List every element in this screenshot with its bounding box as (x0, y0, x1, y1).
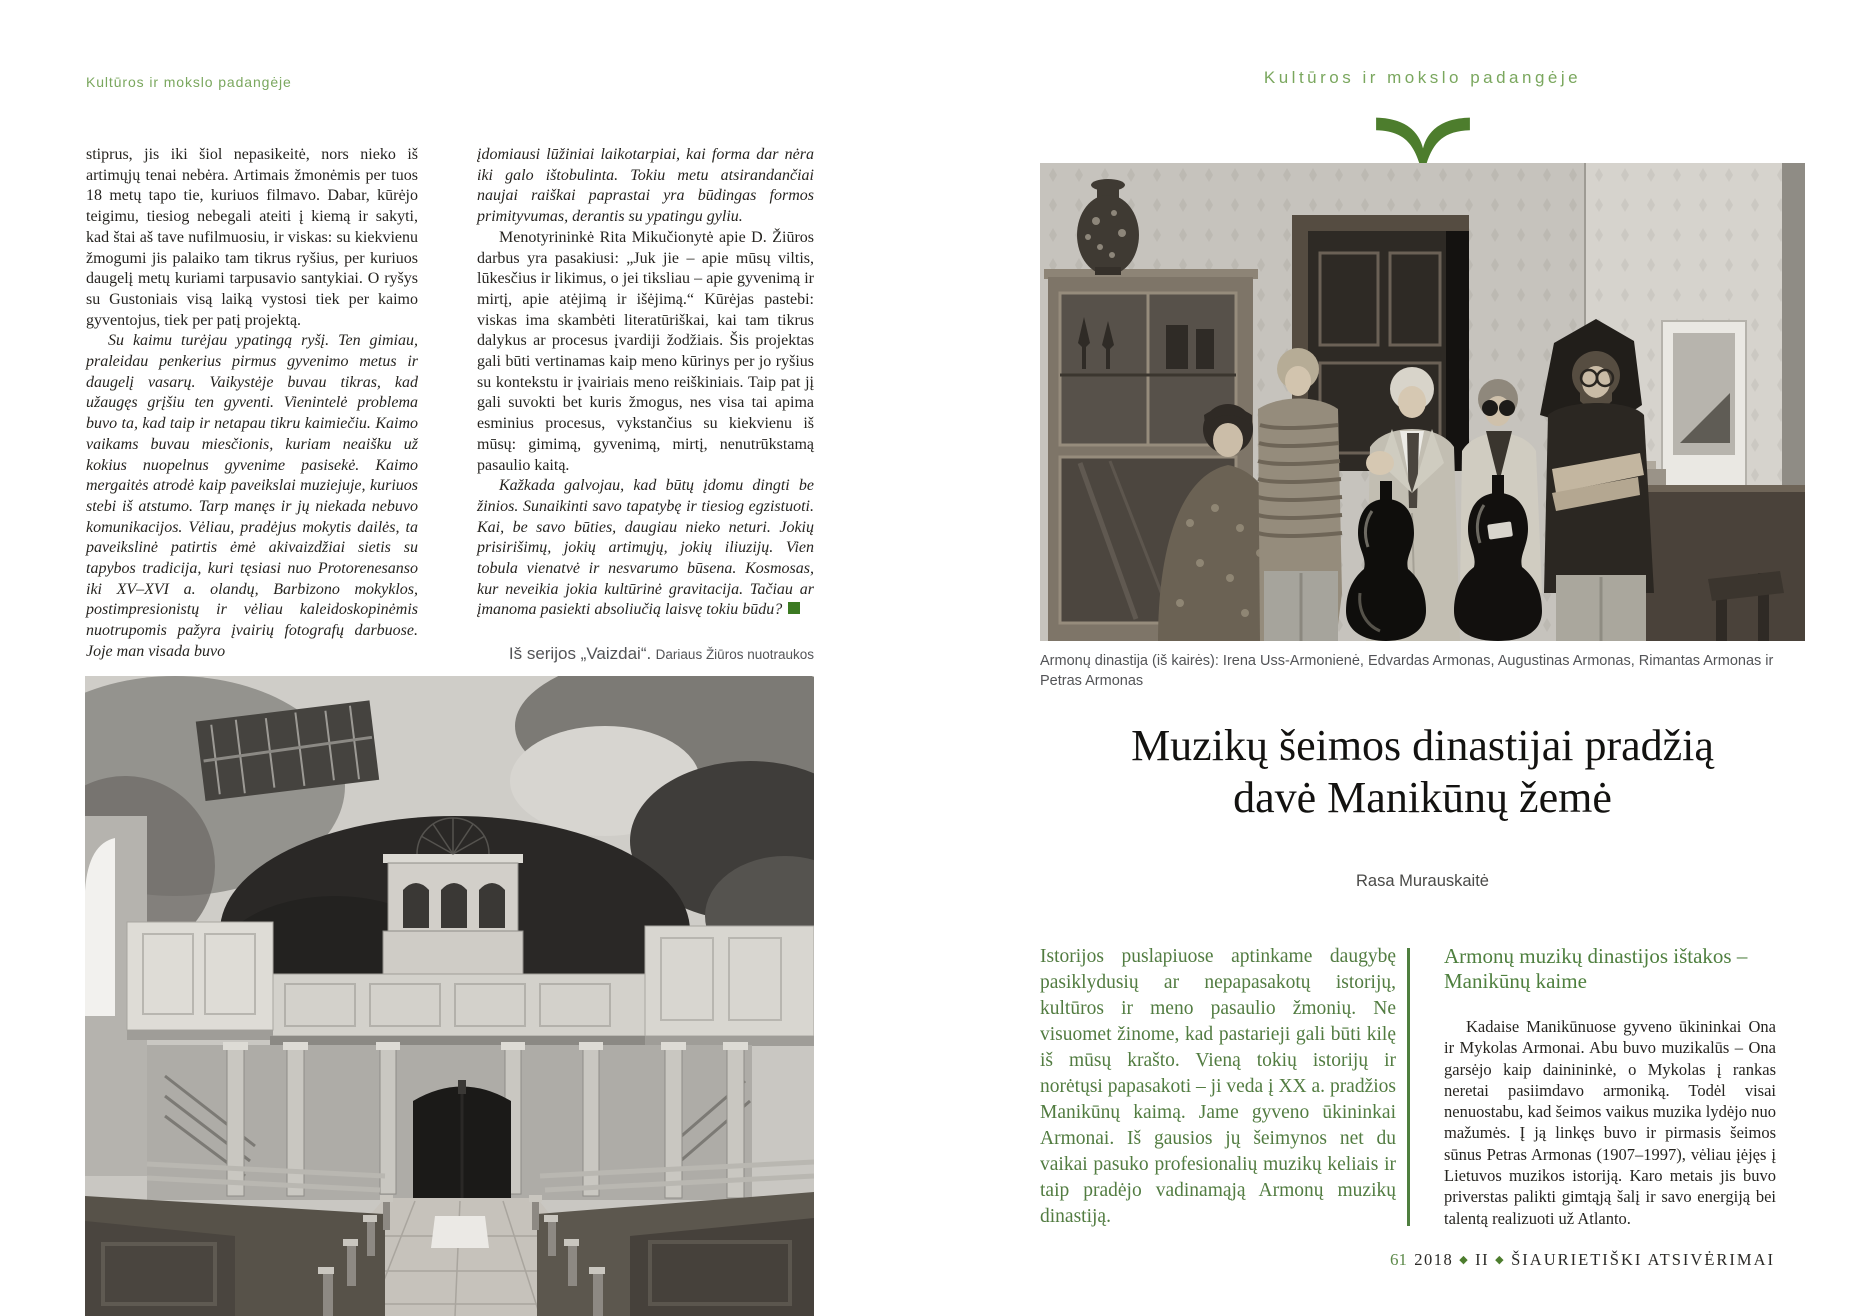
paragraph-italic (477, 476, 814, 621)
church-interior-photo (85, 676, 814, 1316)
paragraph-italic: įdomiausi lūžiniai laikotarpiai, kai forma dar nėra iki galo ištobulinta. Tokiu metu atsirandančiai naujai raiškai paprastai yra būdingas formos primityvumas, derantis su ypatingu gyliu. (477, 146, 814, 226)
article-column-1 (86, 145, 418, 663)
footer-issue: II (1475, 1250, 1490, 1269)
running-head-right: Kultūros ir mokslo padangėje (1263, 68, 1582, 87)
swoosh-ornament-icon (1367, 112, 1479, 168)
footer-journal-title: ŠIAURIETIŠKI ATSIVĖRIMAI (1511, 1250, 1775, 1269)
article-title-line2: davė Manikūnų žemė (1233, 773, 1612, 822)
end-of-article-marker (788, 602, 800, 614)
footer-year: 2018 (1414, 1250, 1454, 1269)
article-author: Rasa Murauskaitė (1356, 872, 1489, 890)
caption-series: Iš serijos „Vaizdai“. (508, 644, 652, 663)
paragraph: Kadaise Manikūnuose gyveno ūkininkai Ona ir Mykolas Armonai. Abu buvo muzikalūs – Ona garsėjo kaip dainininkė, o Mykolas į rankas neretai pasiimdavo armoniką. Todėl visai nenuostabu, kad šeimos vaikus muzika lydėjo nuo mažumės. Į ją linkęs buvo ir pirmasis šeimos sūnus Petras Armonas (1907–1997), vėliau įėjęs į Lietuvos muzikos istoriją. Karo metais jis buvo priverstas palikti gimtąją šalį ir savo energiją bei talentą realizuoti už Atlanto. (1444, 1017, 1776, 1228)
diamond-icon: ◆ (1459, 1254, 1470, 1266)
section-heading: Armonų muzikų dinastijos ištakos – Manikūnų kaime (1444, 944, 1748, 993)
article-title (1040, 720, 1805, 824)
paragraph-text: Kažkada galvojau, kad būtų įdomu dingti be žinios. Sunaikinti savo tapatybę ir tiesiog egzistuoti. Kai, be savo būties, daugiau nieko neturi. Jokių prisirišimų, jokių artimųjų, jokių iliuzijų. Vien tobula vienatvė ir nesvarumo būsena. Kosmosas, kur neveikia jokia kultūrinė gravitacija. Tačiau ar įmanoma pasiekti absoliučią laisvę tokiu būdu? (477, 477, 814, 619)
running-head-left: Kultūros ir mokslo padangėje (86, 74, 292, 90)
page-number: 61 (1390, 1250, 1407, 1269)
paragraph: stiprus, jis iki šiol nepasikeitė, nors nieko iš artimųjų tenai nebėra. Artimais žmonėmis per tuos 18 metų tapo tie, kuriuos filmavo. Dabar, kūrėjo teigimu, tiesiog nebegali ateiti į kiemą ir sakyti, kad štai aš tave nufilmuosiu, ir viskas: su kiekvienu žmogumi jis palaiko tam tikrus ryšius, per kuriuos daugelį metų kuriami tarpusavio santykiai. O ryšys su Gustoniais visą laiką vystosi tiek per kaimo gyventojus, tiek per patį projektą. (86, 146, 418, 329)
diamond-icon: ◆ (1495, 1254, 1506, 1266)
article-title-line1: Muzikų šeimos dinastijai pradžią (1131, 721, 1714, 770)
paragraph-italic: Su kaimu turėjau ypatingą ryšį. Ten gimiau, praleidau penkerius pirmus gyvenimo metus ir daugelį vasarų. Vaikystėje buvau tikras, kad užaugęs grįšiu ten gyventi. Vienintelė problema buvo ta, kad taip ir netapau tikru kaimiečiu. Kaimo vaikams buvau miesčionis, kuriam neaišku už kokius nuopelnus gyvenime pasisekė. Kaimo mergaitės atrodė kaip paveikslai muziejuje, kuriuos stebi iš atstumo. Tarp manęs ir jų niekada nebuvo komunikacijos. Vėliau, pradėjus mokytis dailės, ta paveikslinė patirtis ėmė akivaizdžiai sietis su tapybos tradicija, kuri tęsiasi nuo Protorenesanso iki XV–XVI a. olandų, Barbizono mokyklos, postimpresionistų ir vėliau kaleidoskopinėmis nuotrupomis pažyra įvairių fotografų darbuose. Joje man visada buvo (86, 332, 418, 660)
article-column-2 (477, 145, 814, 621)
left-photo-caption (86, 644, 814, 664)
lead-paragraph: Istorijos puslapiuose aptinkame daugybę pasiklydusių ar nepapasakotų istorijų, kultūros ir meno pasaulio žmonių. Ne visuomet žinome, kad pastarieji gali būti kilę iš mūsų krašto. Vieną tokių istorijų ir norėtųsi papasakoti – ji veda į XX a. pradžios Manikūnų kaimą. Jame gyveno ūkininkai Armonai. Iš gausios jų šeimynos net du vaikai pasuko profesionalių muzikų keliais ir taip pradėjo vadinamąją Armonų muzikų dinastiją. (1040, 946, 1396, 1227)
right-photo-caption: Armonų dinastija (iš kairės): Irena Uss-Armonienė, Edvardas Armonas, Augustinas Armonas, Rimantas Armonas ir Petras Armonas (1040, 653, 1774, 689)
journal-footer (1414, 1250, 1775, 1270)
column-divider-rule (1407, 948, 1410, 1226)
family-photo (1040, 163, 1805, 641)
church-photo-art (85, 676, 814, 1316)
caption-credit: Dariaus Žiūros nuotraukos (655, 647, 814, 662)
family-photo-art (1040, 163, 1805, 641)
article-right-column (1444, 944, 1776, 1229)
paragraph: Menotyrininkė Rita Mikučionytė apie D. Žiūros darbus yra pasakiusi: „Juk jie – apie mūsų viltis, lūkesčius ir likimus, o jei tiksliau – apie gyvenimą ir mirtį, apie atėjimą ir išėjimą.“ Kūrėjas pastebi: viskas ima skambėti literatūriškai, kai tam tikrus dalykus ar procesus įvardiji žodžiais. Šis projektas gali būti vertinamas kaip meno kūrinys per jo ryšius su kontekstu ir įvairiais meno reiškiniais. Taip pat jį gali suvokti bet kuris žmogus, nes visa tai apima esminius procesus, vykstančius su kiekvienu iš mūsų: gimimą, gyvenimą, mirtį, nenutrūkstamą pasaulio kaitą. (477, 228, 814, 474)
